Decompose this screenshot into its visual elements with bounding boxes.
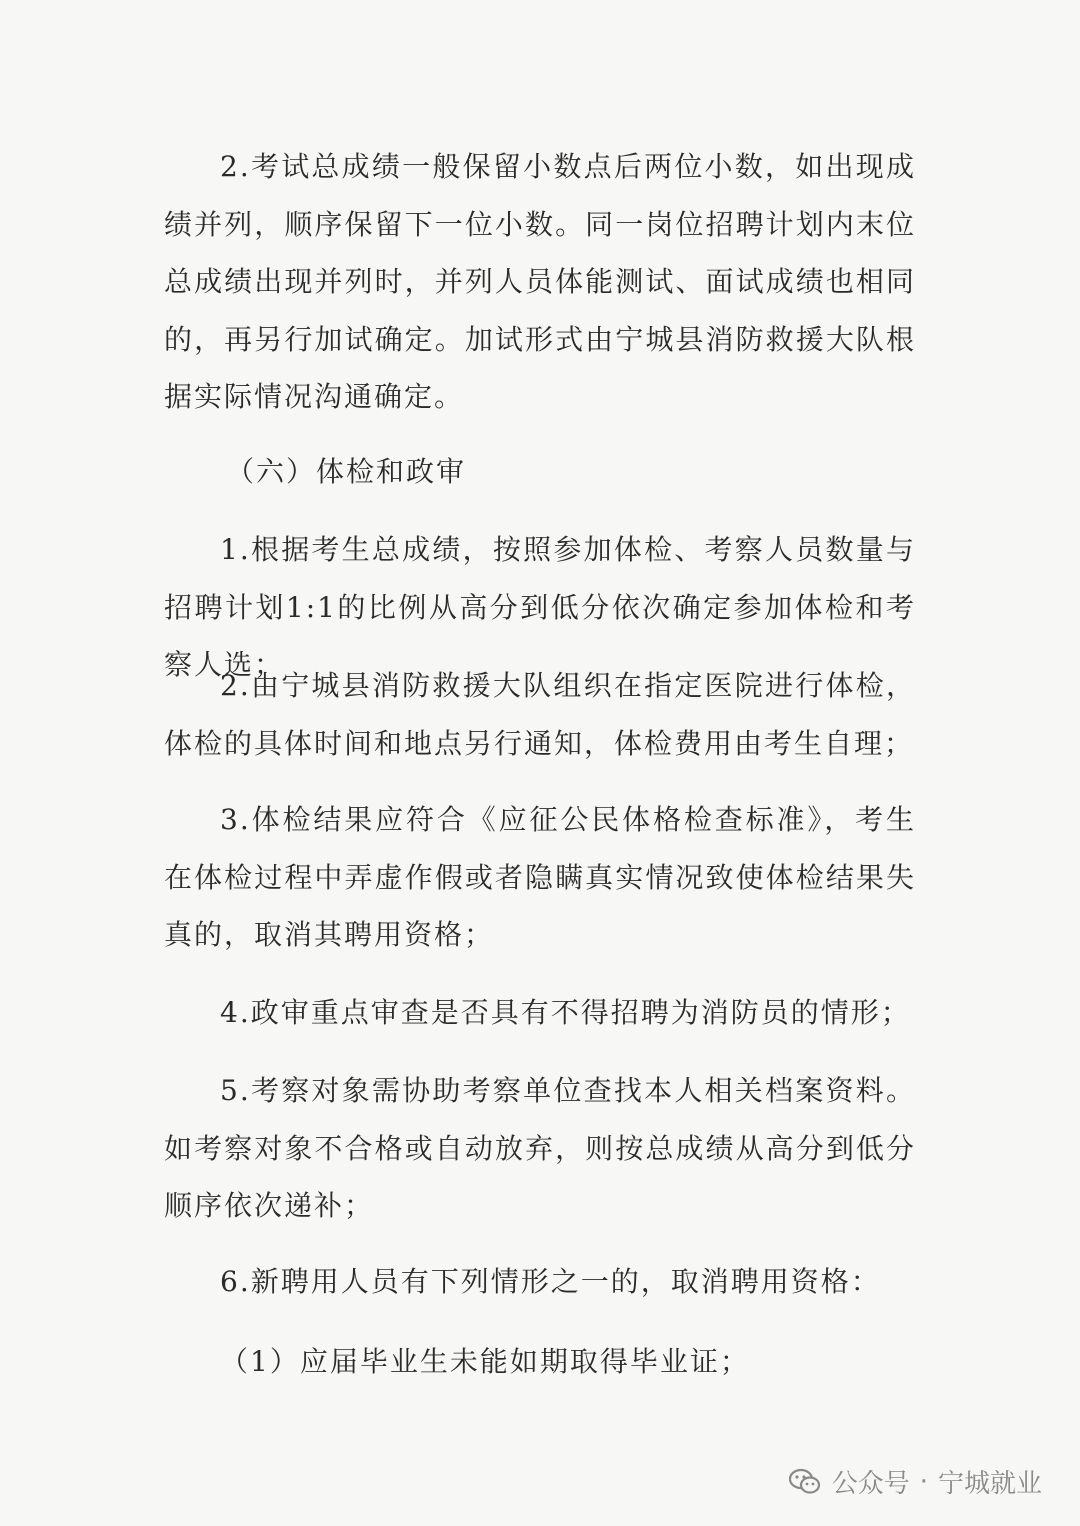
paragraph-item-2: 2.由宁城县消防救援大队组织在指定医院进行体检，体检的具体时间和地点另行通知，体检费用由考生自理； bbox=[164, 669, 916, 760]
paragraph-item-6-1: （1）应届毕业生未能如期取得毕业证； bbox=[220, 1345, 750, 1378]
paragraph-item-5: 5.考察对象需协助考察单位查找本人相关档案资料。如考察对象不合格或自动放弃，则按总成绩从高分到低分顺序依次递补； bbox=[164, 1074, 916, 1222]
paragraph-item-1: 1.根据考生总成绩，按照参加体检、考察人员数量与招聘计划1:1的比例从高分到低分依次确定参加体检和考察人选； bbox=[164, 533, 916, 681]
wechat-icon bbox=[788, 1467, 822, 1497]
watermark-label: 公众号 bbox=[831, 1469, 910, 1499]
wechat-watermark bbox=[788, 1463, 1042, 1500]
paragraph-item-6: 6.新聘用人员有下列情形之一的，取消聘用资格： bbox=[220, 1265, 881, 1298]
paragraph-item-3: 3.体检结果应符合《应征公民体格检查标准》，考生在体检过程中弄虚作假或者隐瞒真实情况致使体检结果失真的，取消其聘用资格； bbox=[164, 803, 916, 951]
paragraph-score-rounding: 2.考试总成绩一般保留小数点后两位小数，如出现成绩并列，顺序保留下一位小数。同一岗位招聘计划内末位总成绩出现并列时，并列人员体能测试、面试成绩也相同的，再另行加试确定。加试形式由宁城县消防救援大队根据实际情况沟通确定。 bbox=[164, 150, 916, 413]
section-heading: （六）体检和政审 bbox=[226, 455, 467, 488]
watermark-account: 宁城就业 bbox=[937, 1469, 1042, 1499]
watermark-separator: · bbox=[919, 1466, 928, 1497]
paragraph-item-4: 4.政审重点审查是否具有不得招聘为消防员的情形； bbox=[220, 996, 911, 1029]
